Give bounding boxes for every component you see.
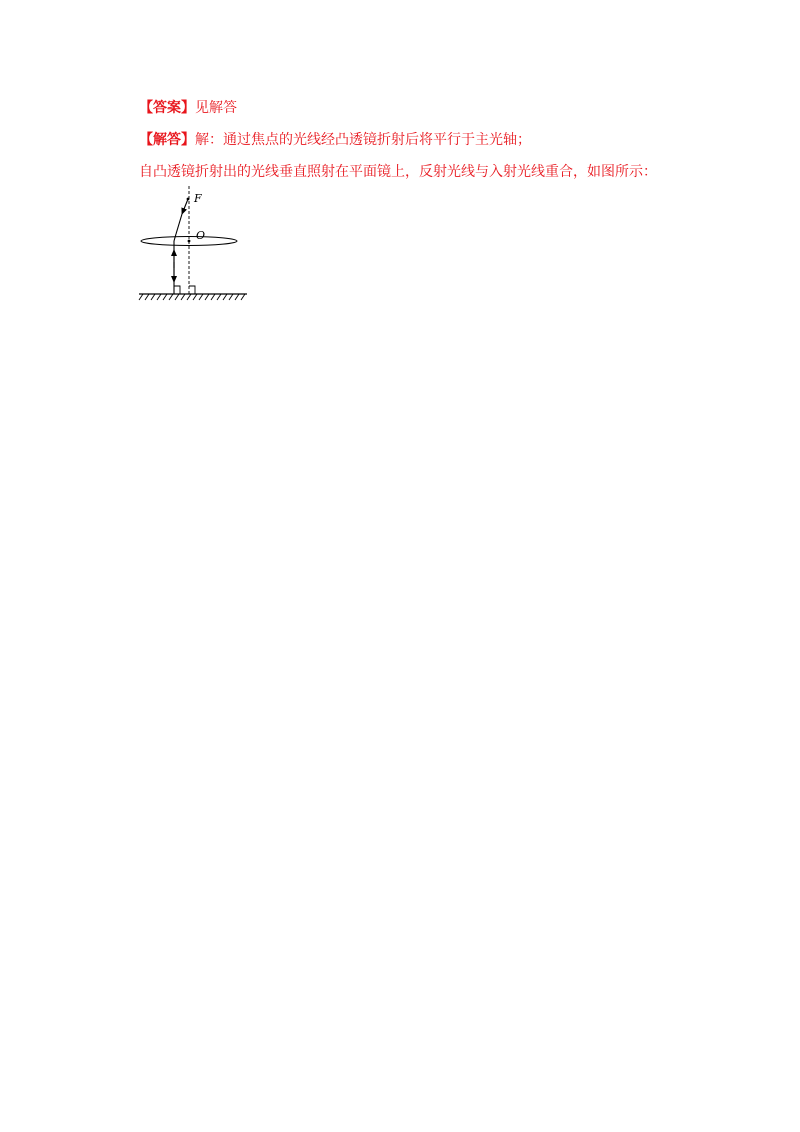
solution-text-2: 自凸透镜折射出的光线垂直照射在平面镜上，反射光线与入射光线重合，如图所示： <box>139 164 657 180</box>
solution-tag: 【解答】 <box>139 132 195 148</box>
mirror-hatching <box>139 294 245 300</box>
focus-label: F <box>194 192 202 205</box>
answer-tag: 【答案】 <box>139 100 195 116</box>
incident-ray <box>182 199 188 214</box>
solution-text-1: 解：通过焦点的光线经凸透镜折射后将平行于主光轴； <box>195 132 531 148</box>
incident-ray-bend <box>174 234 176 241</box>
answer-text: 见解答 <box>195 100 237 116</box>
optics-diagram <box>130 182 260 312</box>
optical-center-point <box>188 240 191 243</box>
solution-line-1 <box>139 131 531 149</box>
answer-line <box>139 99 237 117</box>
center-label: O <box>196 229 206 242</box>
incident-ray-tail <box>176 214 182 234</box>
solution-line-2 <box>139 163 657 181</box>
right-angle-marker-ray <box>174 286 180 294</box>
right-angle-marker-axis <box>189 286 195 294</box>
